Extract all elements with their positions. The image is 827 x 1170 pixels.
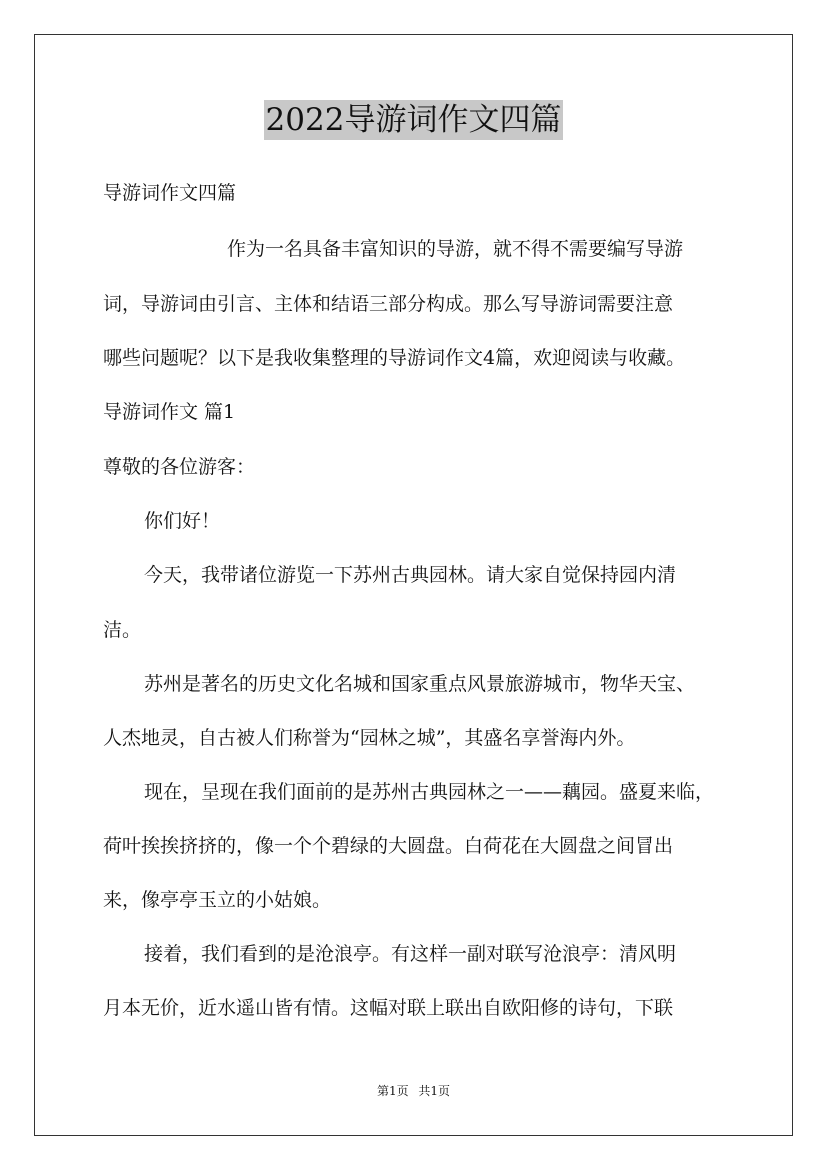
paragraph-2-line-1: 苏州是著名的历史文化名城和国家重点风景旅游城市，物华天宝、 [144,673,696,695]
page-total-label: 共1页 [418,1084,451,1098]
greeting: 你们好！ [144,510,221,532]
intro-line-1: 作为一名具备丰富知识的导游，就不得不需要编写导游 [227,238,684,260]
document-subtitle: 导游词作文四篇 [103,182,237,204]
title-container [0,100,827,140]
page-number-label: 第1页 [376,1084,409,1098]
paragraph-4-line-1: 接着，我们看到的是沧浪亭。有这样一副对联写沧浪亭：清风明 [144,943,677,965]
paragraph-3-line-3: 来，像亭亭玉立的小姑娘。 [103,889,332,911]
paragraph-1-line-2: 洁。 [103,619,142,641]
document-title: 2022导游词作文四篇 [265,102,562,138]
paragraph-1-line-1: 今天，我带诸位游览一下苏州古典园林。请大家自觉保持园内清 [144,564,677,586]
salutation: 尊敬的各位游客： [103,456,256,478]
paragraph-4-line-2: 月本无价，近水遥山皆有情。这幅对联上联出自欧阳修的诗句，下联 [103,997,674,1019]
paragraph-3-line-2: 荷叶挨挨挤挤的，像一个个碧绿的大圆盘。白荷花在大圆盘之间冒出 [103,835,674,857]
paragraph-2-line-2: 人杰地灵，自古被人们称誉为“园林之城”，其盛名享誉海内外。 [103,727,636,749]
intro-line-2: 词，导游词由引言、主体和结语三部分构成。那么写导游词需要注意 [103,293,674,315]
page-footer [0,1083,827,1099]
paragraph-3-line-1: 现在，呈现在我们面前的是苏州古典园林之一——藕园。盛夏来临， [144,781,715,803]
section-heading: 导游词作文 篇1 [103,401,236,423]
intro-line-3: 哪些问题呢？以下是我收集整理的导游词作文4篇，欢迎阅读与收藏。 [103,347,686,369]
